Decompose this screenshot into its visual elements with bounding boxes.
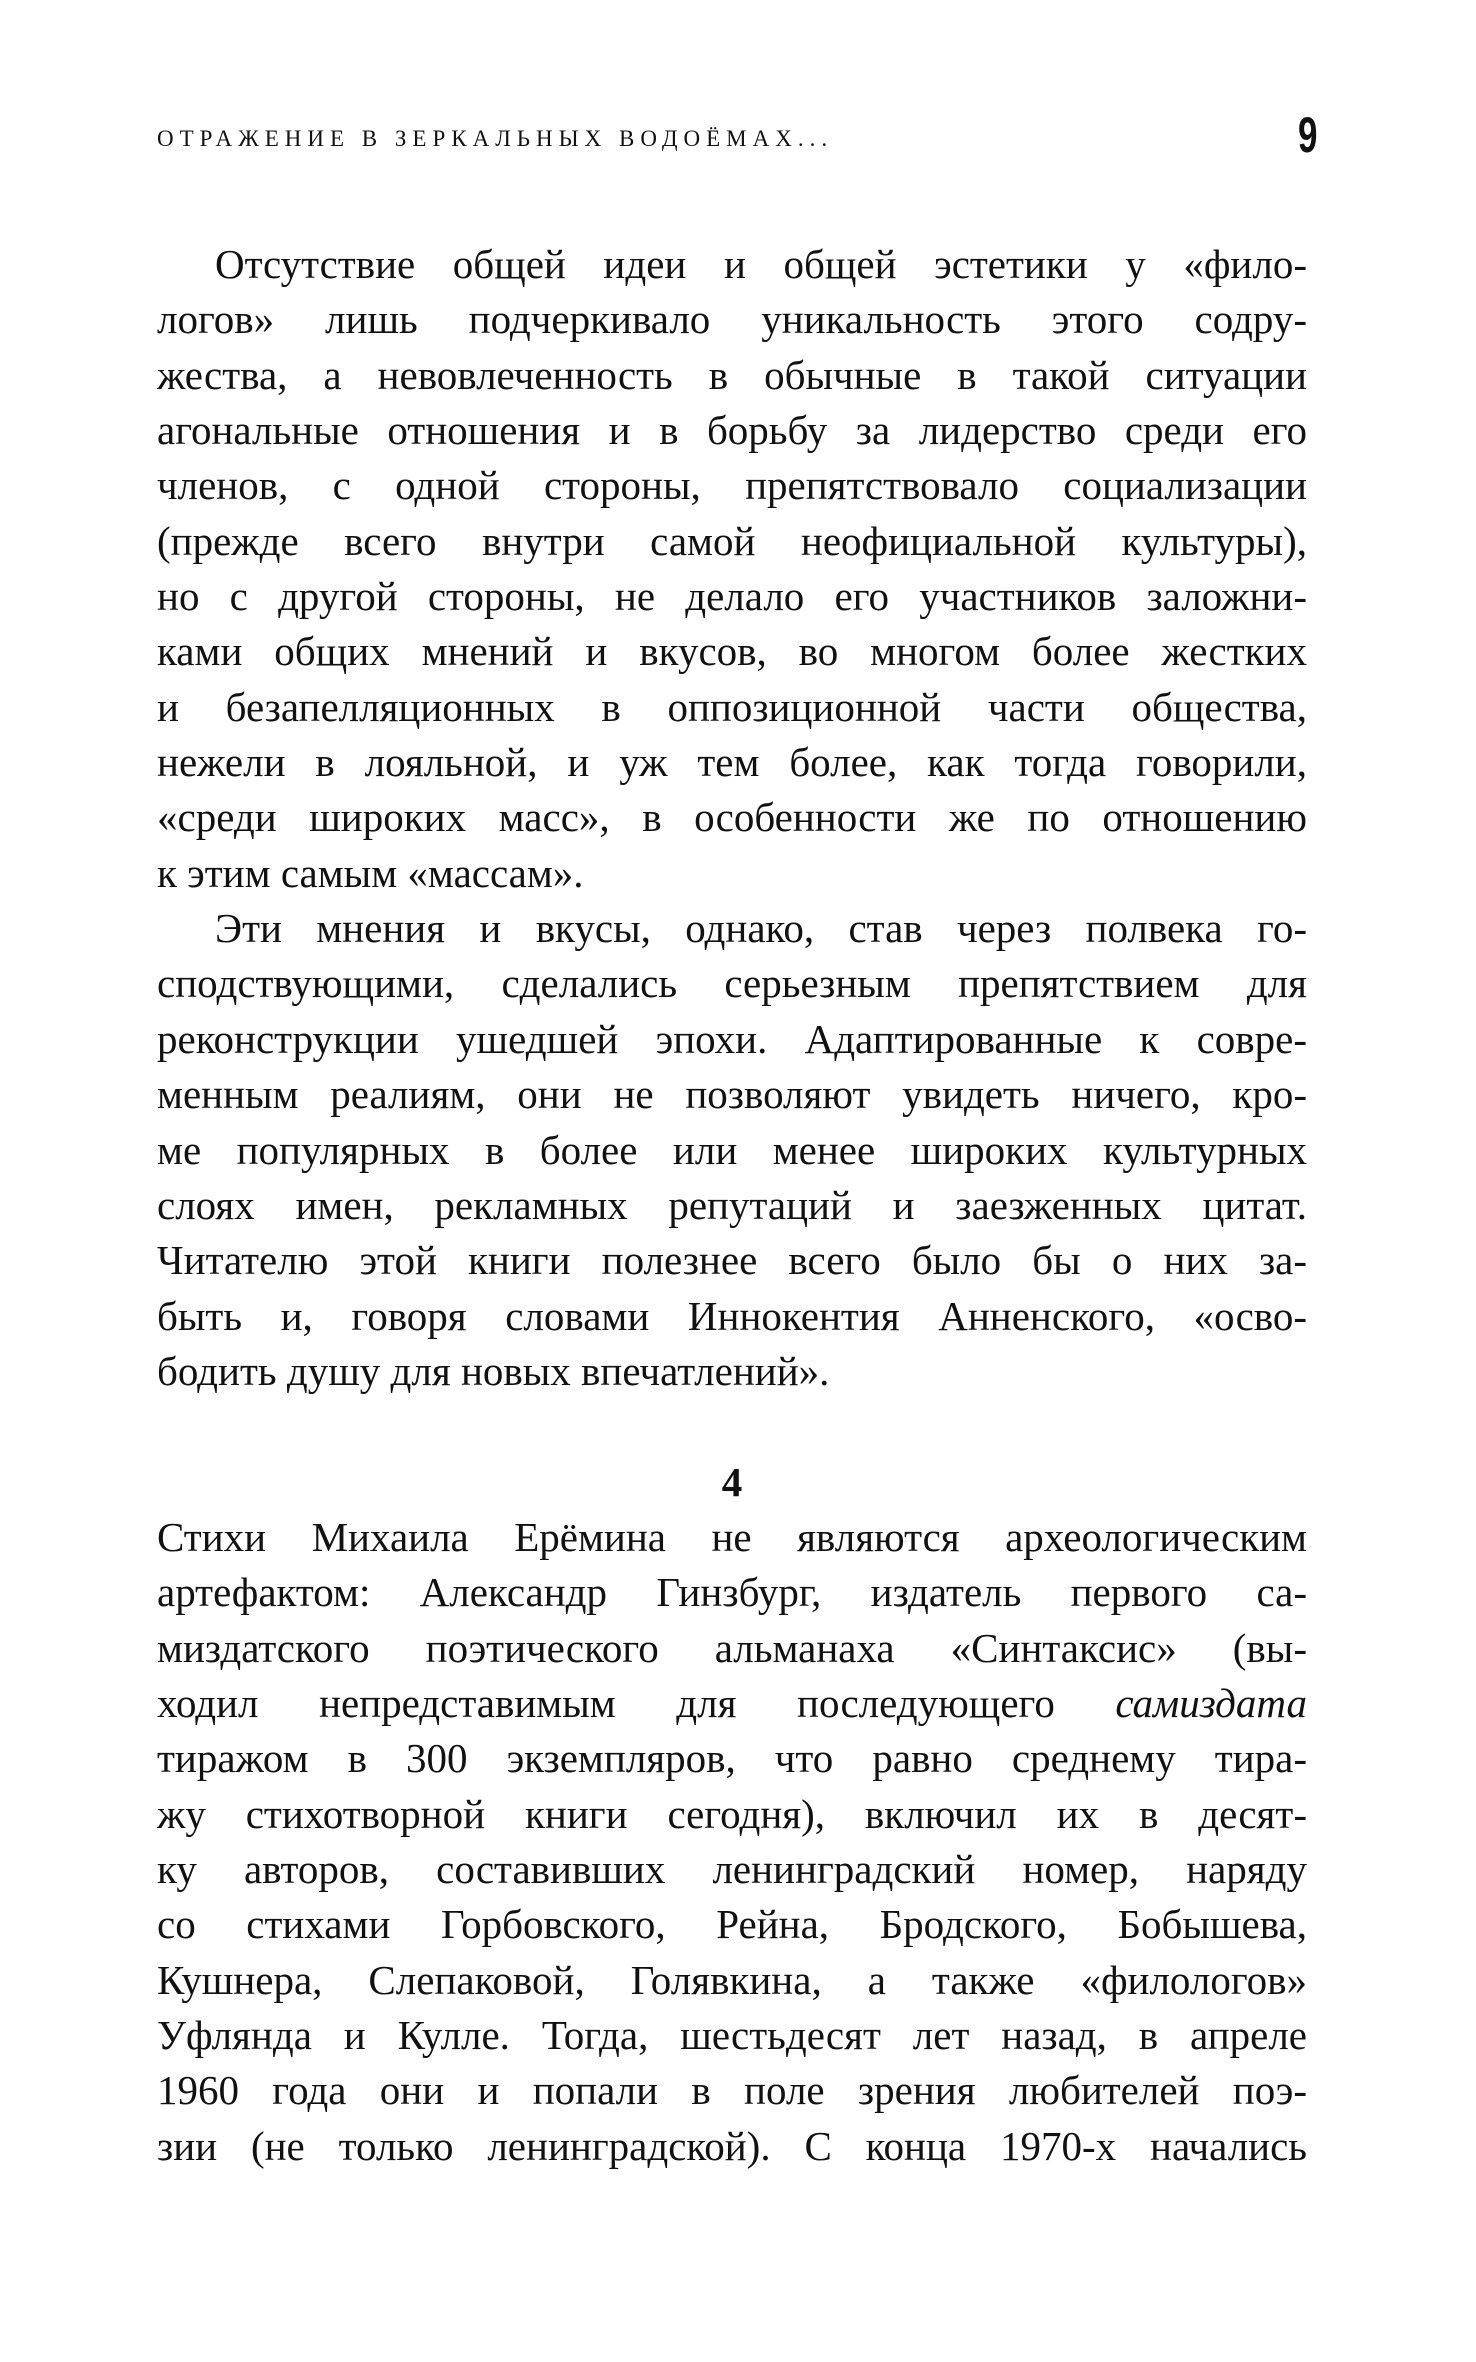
text-line: членов, с одной стороны, препятствовало социализации: [157, 462, 1307, 509]
text-line: 1960 года они и попали в поле зрения любителей поэ-: [157, 2067, 1307, 2114]
text-line: менным реалиям, они не позволяют увидеть ничего, кро-: [157, 1071, 1307, 1118]
text-line: жества, а невовлеченность в обычные в такой ситуации: [157, 351, 1307, 398]
text-line: к этим самым «массам».: [157, 849, 584, 896]
text-line: «среди широких масс», в особенности же по отношению: [157, 794, 1307, 841]
text-line: реконструкции ушедшей эпохи. Адаптированные к совре-: [157, 1015, 1307, 1062]
italic-term: самиздата: [1115, 1679, 1307, 1726]
text-line: логов» лишь подчеркивало уникальность этого содру-: [157, 296, 1307, 343]
section-number: 4: [721, 1458, 743, 1505]
text-line: Уфлянда и Кулле. Тогда, шестьдесят лет назад, в апреле: [157, 2012, 1307, 2058]
text-line: быть и, говоря словами Иннокентия Анненского, «осво-: [157, 1292, 1307, 1339]
paragraph: [157, 901, 1307, 1399]
text-line: (прежде всего внутри самой неофициальной культуры),: [157, 517, 1307, 564]
text-line: Читателю этой книги полезнее всего было бы о них за-: [157, 1237, 1307, 1284]
text-line: агональные отношения и в борьбу за лидерство среди его: [157, 407, 1307, 454]
text-line: тиражом в 300 экземпляров, что равно среднему тира-: [157, 1735, 1307, 1782]
text-line: со стихами Горбовского, Рейна, Бродского, Бобышева,: [157, 1901, 1307, 1948]
running-head: ОТРАЖЕНИЕ В ЗЕРКАЛЬНЫХ ВОДОЁМАХ...: [157, 126, 834, 151]
text-line: слоях имен, рекламных репутаций и заезженных цитат.: [157, 1181, 1307, 1228]
text-line: но с другой стороны, не делало его участников заложни-: [157, 573, 1307, 620]
text-line: Отсутствие общей идеи и общей эстетики у «фило-: [215, 241, 1307, 287]
text-line: ками общих мнений и вкусов, во многом более жестких: [157, 628, 1307, 675]
paragraph: [157, 237, 1307, 901]
text-line: миздатского поэтического альманаха «Синтаксис» (вы-: [157, 1624, 1307, 1671]
text-line: [157, 1676, 1307, 1731]
section-paragraph: [157, 1510, 1307, 2174]
text-line: зии (не только ленинградской). С конца 1970-х начались: [157, 2122, 1307, 2169]
text-line: ме популярных в более или менее широких культурных: [157, 1126, 1307, 1173]
text-line: ку авторов, составивших ленинградский номер, наряду: [157, 1845, 1307, 1892]
body-text: [157, 237, 1307, 2174]
text-line: бодить душу для новых впечатлений».: [157, 1347, 830, 1394]
text-line: артефактом: Александр Гинзбург, издатель первого са-: [157, 1569, 1307, 1616]
text-line: и безапелляционных в оппозиционной части общества,: [157, 683, 1307, 730]
text-line: нежели в лояльной, и уж тем более, как тогда говорили,: [157, 739, 1307, 786]
page-number: 9: [1298, 107, 1318, 163]
text-line: Кушнера, Слепаковой, Голявкина, а также «филологов»: [157, 1956, 1307, 2003]
text-line: Эти мнения и вкусы, однако, став через полвека го-: [215, 905, 1307, 952]
text-line: жу стихотворной книги сегодня), включил их в десят-: [157, 1790, 1307, 1837]
text-line: сподствующими, сделались серьезным препятствием для: [157, 960, 1307, 1007]
text-line: Стихи Михаила Ерёмина не являются археологическим: [157, 1513, 1307, 1560]
text-segment: ходил непредставимым для последующего: [157, 1679, 1116, 1726]
